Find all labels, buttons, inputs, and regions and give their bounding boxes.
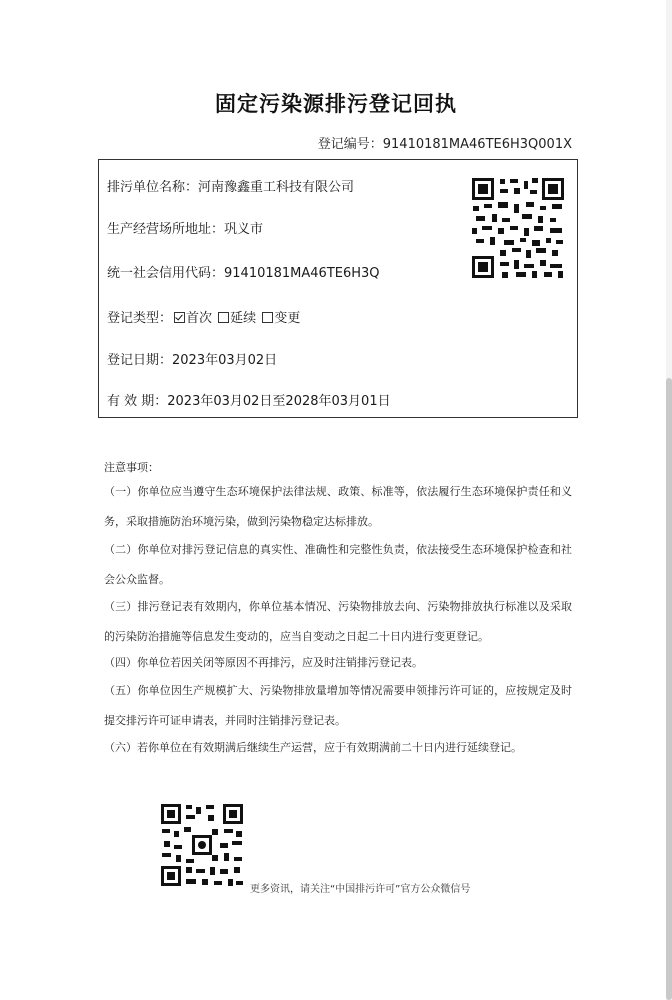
note-item-5: （五）你单位因生产规模扩大、污染物排放量增加等情况需要申领排污许可证的，应按规定及时提交排污许可证申请表，并同时注销排污登记表。 [104, 684, 572, 727]
registration-info-box [98, 159, 578, 418]
checkbox-renewal-icon [218, 312, 229, 323]
address: 生产经营场所地址：巩义市 [107, 222, 264, 237]
option-change: 变更 [274, 311, 301, 326]
option-first: 首次 [186, 311, 213, 326]
note-item-3: （三）排污登记表有效期内，你单位基本情况、污染物排放去向、污染物排放执行标准以及采取的污染防治措施等信息发生变动的，应当自变动之日起二十日内进行变更登记。 [104, 600, 572, 643]
option-renewal: 延续 [230, 311, 257, 326]
credit-code: 统一社会信用代码：91410181MA46TE6H3Q [107, 266, 380, 281]
note-item-2: （二）你单位对排污登记信息的真实性、准确性和完整性负责，依法接受生态环境保护检查和社会公众监督。 [104, 543, 572, 586]
qr-code-icon [470, 176, 566, 280]
registration-type-label: 登记类型： [107, 311, 173, 326]
registration-type [107, 307, 300, 326]
unit-name: 排污单位名称：河南豫鑫重工科技有限公司 [107, 180, 355, 195]
validity-period: 有 效 期：2023年03月02日至2028年03月01日 [107, 394, 391, 409]
registration-date: 登记日期：2023年03月02日 [107, 353, 278, 368]
document-title: 固定污染源排污登记回执 [215, 91, 457, 116]
wechat-qr-code-icon [160, 803, 244, 887]
note-item-6: （六）若你单位在有效期满后继续生产运营，应于有效期满前二十日内进行延续登记。 [104, 741, 522, 754]
checkbox-change-icon [262, 312, 273, 323]
checkbox-first-icon [174, 312, 185, 323]
notes-heading: 注意事项： [104, 461, 159, 474]
footer-note: 更多资讯，请关注“中国排污许可”官方公众微信号 [250, 884, 471, 895]
note-item-4: （四）你单位若因关闭等原因不再排污，应及时注销排污登记表。 [104, 656, 423, 669]
registration-number: 登记编号：91410181MA46TE6H3Q001X [317, 137, 572, 152]
note-item-1: （一）你单位应当遵守生态环境保护法律法规、政策、标准等，依法履行生态环境保护责任和义务，采取措施防治环境污染，做到污染物稳定达标排放。 [104, 485, 572, 528]
scrollbar-thumb[interactable] [666, 378, 672, 1000]
